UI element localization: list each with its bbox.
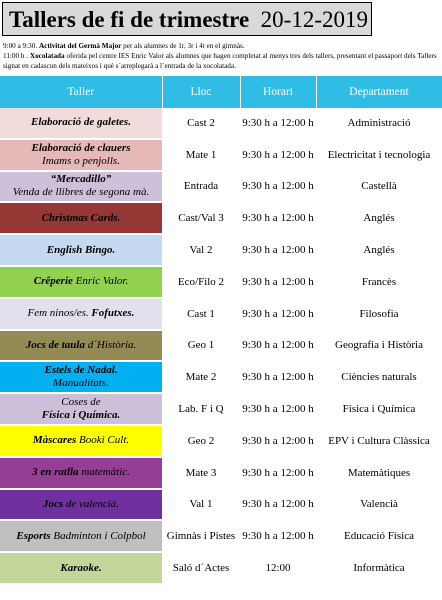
- cell-horari: 9:30 h a 12:00 h: [240, 330, 316, 362]
- cell-horari: 9:30 h a 12:00 h: [240, 361, 316, 393]
- cell-lloc: Mate 2: [162, 361, 240, 393]
- cell-lloc: Mate 1: [162, 139, 240, 171]
- note-2-time: 11:00 h .: [3, 52, 29, 60]
- cell-horari: 9:30 h a 12:00 h: [240, 520, 316, 552]
- cell-lloc: Cast 1: [162, 298, 240, 330]
- cell-horari: 12:00: [240, 552, 316, 584]
- taller-name: Estels de Nadal.: [44, 364, 118, 377]
- table-header-row: [0, 76, 442, 108]
- cell-taller: [0, 393, 162, 425]
- cell-taller: [0, 520, 162, 552]
- taller-name: Jocs de taula: [25, 338, 85, 351]
- taller-name: Jocs: [42, 497, 64, 510]
- header-taller: Taller: [0, 76, 162, 108]
- cell-departament: Anglés: [316, 202, 442, 234]
- table-body: [0, 108, 442, 584]
- table-row: [0, 393, 442, 425]
- header-lloc: Lloc: [162, 76, 240, 108]
- taller-detail: Manualitats.: [53, 377, 109, 390]
- cell-taller: [0, 457, 162, 489]
- cell-lloc: Val 1: [162, 489, 240, 521]
- taller-name: Karaoke.: [60, 561, 102, 574]
- cell-departament: EPV i Cultura Clàssica: [316, 425, 442, 457]
- cell-lloc: Cast/Val 3: [162, 202, 240, 234]
- cell-taller: [0, 234, 162, 266]
- table-row: [0, 489, 442, 521]
- notes: [3, 41, 441, 71]
- cell-horari: 9:30 h a 12:00 h: [240, 171, 316, 203]
- cell-departament: Administració: [316, 108, 442, 139]
- taller-detail: Imams o penjolls.: [42, 154, 120, 167]
- cell-departament: Ciències naturals: [316, 361, 442, 393]
- page-title: [9, 6, 368, 34]
- cell-horari: 9:30 h a 12:00 h: [240, 266, 316, 298]
- cell-departament: Francès: [316, 266, 442, 298]
- table-row: [0, 457, 442, 489]
- table-row: [0, 171, 442, 203]
- taller-name: Elaboració de galetes.: [31, 116, 131, 129]
- cell-lloc: Saló d´Actes: [162, 552, 240, 584]
- workshops-table: [0, 76, 442, 585]
- table-row: [0, 425, 442, 457]
- cell-taller: [0, 139, 162, 171]
- cell-departament: Filosofia: [316, 298, 442, 330]
- title-box: [2, 2, 372, 36]
- cell-departament: Educació Física: [316, 520, 442, 552]
- cell-taller: [0, 298, 162, 330]
- cell-lloc: Lab. F i Q: [162, 393, 240, 425]
- cell-departament: Física i Química: [316, 393, 442, 425]
- table-row: [0, 234, 442, 266]
- cell-horari: 9:30 h a 12:00 h: [240, 457, 316, 489]
- note-1-time: 9:00 a 9:30.: [3, 42, 38, 50]
- taller-name: Crêperie: [33, 275, 73, 288]
- note-line-2: [3, 51, 441, 71]
- taller-detail: Enric Valor.: [75, 275, 129, 288]
- cell-lloc: Cast 2: [162, 108, 240, 139]
- cell-departament: Geografia i Història: [316, 330, 442, 362]
- cell-lloc: Entrada: [162, 171, 240, 203]
- taller-detail: Física i Química.: [41, 409, 121, 422]
- note-2-bold: Xocolatada: [29, 52, 65, 60]
- table-row: [0, 298, 442, 330]
- cell-taller: [0, 425, 162, 457]
- taller-name: 3 en ratlla: [32, 466, 79, 479]
- cell-lloc: Geo 2: [162, 425, 240, 457]
- cell-departament: Anglés: [316, 234, 442, 266]
- cell-taller: [0, 361, 162, 393]
- cell-horari: 9:30 h a 12:00 h: [240, 425, 316, 457]
- table-row: [0, 202, 442, 234]
- note-2-rest: oferida pel centre IES Enric Valor als alumnes que hagen completat al menys tres dels tallers, presentant el passaport dels Tallers signat en cadascun dels mateixos i què s´arreplegarà a l´entrada de la xocolatada.: [3, 52, 437, 70]
- taller-name: Coses de: [61, 396, 101, 409]
- table-row: [0, 520, 442, 552]
- header-horari: Horari: [240, 76, 316, 108]
- taller-detail: de valencià.: [65, 497, 120, 510]
- taller-detail: Badminton i Colpbol: [53, 529, 146, 542]
- taller-detail: Booki Cult.: [79, 434, 130, 447]
- table-row: [0, 552, 442, 584]
- cell-lloc: Eco/Filo 2: [162, 266, 240, 298]
- cell-taller: [0, 330, 162, 362]
- note-line-1: [3, 41, 441, 51]
- cell-horari: 9:30 h a 12:00 h: [240, 298, 316, 330]
- table-row: [0, 361, 442, 393]
- cell-taller: [0, 108, 162, 139]
- cell-departament: Matemàtiques: [316, 457, 442, 489]
- table-row: [0, 108, 442, 139]
- cell-horari: 9:30 h a 12:00 h: [240, 234, 316, 266]
- cell-horari: 9:30 h a 12:00 h: [240, 139, 316, 171]
- taller-name: Fem ninos/es.: [27, 307, 89, 320]
- taller-name: Elaboració de clauers: [31, 141, 131, 154]
- cell-departament: Electricitat i tecnologia: [316, 139, 442, 171]
- cell-horari: 9:30 h a 12:00 h: [240, 202, 316, 234]
- cell-taller: [0, 202, 162, 234]
- cell-horari: 9:30 h a 12:00 h: [240, 489, 316, 521]
- cell-taller: [0, 266, 162, 298]
- title-date: 20-12-2019: [260, 7, 368, 32]
- title-text: Tallers de fi de trimestre: [9, 7, 250, 32]
- cell-taller: [0, 171, 162, 203]
- cell-lloc: Val 2: [162, 234, 240, 266]
- cell-lloc: Gimnàs i Pistes: [162, 520, 240, 552]
- table-row: [0, 330, 442, 362]
- taller-name: Esports: [16, 529, 51, 542]
- cell-taller: [0, 552, 162, 584]
- header-departament: Departament: [316, 76, 442, 108]
- table-row: [0, 266, 442, 298]
- taller-name: Christmas Cards.: [41, 211, 121, 224]
- cell-lloc: Geo 1: [162, 330, 240, 362]
- taller-detail: Venda de llibres de segona mà.: [12, 186, 150, 199]
- cell-departament: Valencià: [316, 489, 442, 521]
- taller-detail: matemàtic.: [81, 466, 130, 479]
- cell-horari: 9:30 h a 12:00 h: [240, 393, 316, 425]
- cell-departament: Castellà: [316, 171, 442, 203]
- cell-departament: Informàtica: [316, 552, 442, 584]
- taller-detail: d´Història.: [87, 338, 137, 351]
- cell-taller: [0, 489, 162, 521]
- taller-name: “Mercadillo”: [50, 173, 112, 186]
- cell-lloc: Mate 3: [162, 457, 240, 489]
- note-1-bold: Activitat del Germà Major: [38, 42, 122, 50]
- taller-name: English Bingo.: [46, 243, 116, 256]
- taller-name: Màscares: [32, 434, 77, 447]
- note-1-rest: per als alumnes de 1r, 3r i 4t en el gimnàs.: [123, 42, 245, 50]
- table-row: [0, 139, 442, 171]
- taller-detail: Fofutxes.: [91, 307, 135, 320]
- cell-horari: 9:30 h a 12:00 h: [240, 108, 316, 139]
